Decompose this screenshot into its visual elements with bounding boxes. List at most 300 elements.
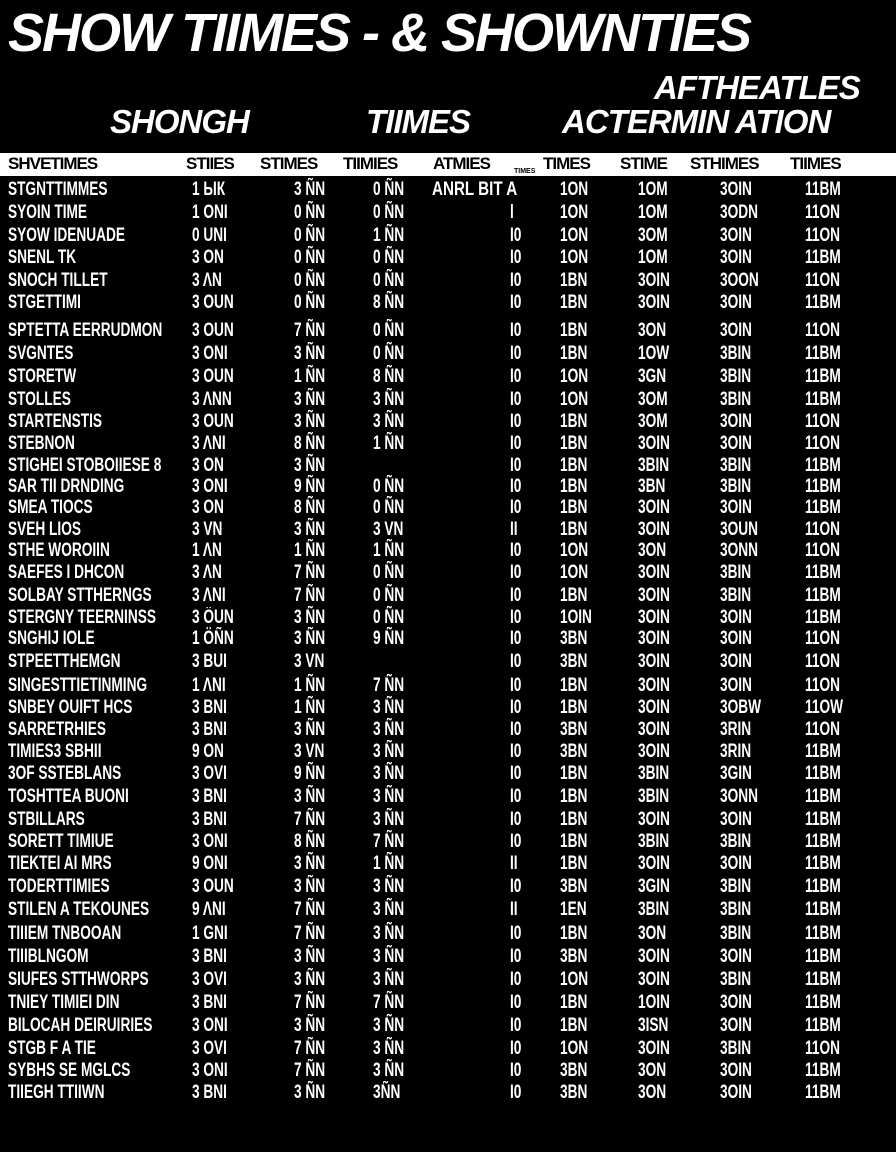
table-cell: I0	[510, 607, 522, 628]
table-cell: 7 ÑN	[373, 675, 405, 696]
table-cell: 3 BNI	[192, 1082, 227, 1103]
table-cell: 11BM	[805, 946, 841, 967]
table-cell: 3GIN	[638, 876, 670, 897]
mid-column-note: ANRL BIT A	[432, 179, 518, 200]
table-cell: 11BM	[805, 899, 841, 920]
table-cell: 11ON	[805, 433, 840, 454]
table-cell: 3 VN	[192, 519, 223, 540]
table-cell: 11ON	[805, 1038, 840, 1059]
table-cell: 3 ÑN	[294, 628, 326, 649]
table-cell: 1BN	[560, 853, 588, 874]
table-cell: 11BM	[805, 1082, 841, 1103]
table-cell: 3OIN	[720, 607, 752, 628]
table-cell: I0	[510, 1060, 522, 1081]
table-cell: 3 ÑN	[294, 946, 326, 967]
table-cell: 3 OUN	[192, 320, 234, 341]
table-cell: 1 ÑN	[373, 540, 405, 561]
table-cell: 3OIN	[720, 247, 752, 268]
table-cell: 1 ΛΝΙ	[192, 675, 226, 696]
table-cell: 11BM	[805, 809, 841, 830]
table-cell: 8 ÑN	[373, 366, 405, 387]
table-cell: 3ONN	[720, 540, 759, 561]
table-cell: I0	[510, 320, 522, 341]
row-label: TIEKTEI AI MRS	[8, 853, 112, 874]
table-cell: 3 BNI	[192, 786, 227, 807]
table-cell: 3BN	[560, 876, 588, 897]
table-cell: 1ON	[560, 1038, 589, 1059]
table-cell: 3OIN	[638, 497, 670, 518]
table-cell: 1ON	[560, 562, 589, 583]
table-cell: 11BM	[805, 969, 841, 990]
table-cell: 3 ÑN	[373, 719, 405, 740]
table-cell: 1ON	[560, 389, 589, 410]
table-cell: 11ON	[805, 320, 840, 341]
table-cell: 11BM	[805, 853, 841, 874]
table-cell: 3 VN	[294, 741, 325, 762]
table-cell: 3BIN	[638, 786, 670, 807]
table-cell: 3 ÑN	[294, 343, 326, 364]
table-cell: I0	[510, 923, 522, 944]
table-cell: 1BN	[560, 519, 588, 540]
table-cell: 3 OVI	[192, 763, 227, 784]
table-cell: I0	[510, 225, 522, 246]
table-cell: 3 ÑN	[373, 1015, 405, 1036]
table-cell: 11BM	[805, 607, 841, 628]
table-cell: 1BN	[560, 433, 588, 454]
table-cell: I0	[510, 1038, 522, 1059]
row-label: STERGNY TEERNINSS	[8, 607, 156, 628]
row-label: SYBHS SE MGLCS	[8, 1060, 131, 1081]
table-cell: 3 ONI	[192, 831, 228, 852]
table-cell: 0 ÑN	[294, 225, 326, 246]
table-cell: 11BM	[805, 876, 841, 897]
table-cell: 1 GNI	[192, 923, 228, 944]
table-cell: 11ON	[805, 675, 840, 696]
table-cell: I0	[510, 969, 522, 990]
table-cell: 3 ÑN	[373, 899, 405, 920]
row-label: SPTETTA EERRUDMON	[8, 320, 163, 341]
table-cell: 11BM	[805, 292, 841, 313]
table-cell: 3OIN	[720, 809, 752, 830]
table-cell: 9 ΛΝΙ	[192, 899, 226, 920]
table-cell: 3 ONI	[192, 1060, 228, 1081]
table-cell: 11BM	[805, 786, 841, 807]
table-cell: I0	[510, 809, 522, 830]
table-cell: 7 ÑN	[294, 1060, 326, 1081]
table-cell: 11BM	[805, 923, 841, 944]
table-cell: 3BN	[560, 946, 588, 967]
table-cell: 3OM	[638, 389, 668, 410]
table-cell: I0	[510, 946, 522, 967]
table-cell: 3BIN	[638, 763, 670, 784]
table-cell: 3BIN	[720, 455, 752, 476]
table-cell: 3BIN	[638, 455, 670, 476]
table-cell: 3OUN	[720, 519, 759, 540]
table-cell: 1ON	[560, 969, 589, 990]
table-cell: 3OIN	[638, 270, 670, 291]
table-cell: 11BM	[805, 455, 841, 476]
table-cell: I0	[510, 411, 522, 432]
table-cell: 3 ÑN	[294, 179, 326, 200]
table-cell: 1OW	[638, 343, 670, 364]
table-cell: 1BN	[560, 831, 588, 852]
table-cell: 3 ÑN	[373, 786, 405, 807]
table-cell: 3BIN	[720, 562, 752, 583]
table-cell: 1ON	[560, 179, 589, 200]
table-cell: 11BM	[805, 389, 841, 410]
table-cell: 3OON	[720, 270, 759, 291]
row-label: TNIEY TIMIEI DIN	[8, 992, 120, 1013]
table-cell: 3ÑN	[373, 1082, 401, 1103]
table-cell: 3 ÑN	[373, 741, 405, 762]
table-cell: 3OIN	[720, 675, 752, 696]
row-label: SINGESTTIETINMING	[8, 675, 148, 696]
table-cell: 3 ÑN	[373, 809, 405, 830]
table-cell: I0	[510, 476, 522, 497]
row-label: TIIIBLNGOM	[8, 946, 89, 967]
table-cell: 3BIN	[720, 899, 752, 920]
row-label: SIUFES STTHWORPS	[8, 969, 149, 990]
row-label: STHE WOROIIN	[8, 540, 110, 561]
table-cell: 3OIN	[638, 741, 670, 762]
table-cell: 3OIN	[638, 607, 670, 628]
row-label: SVGNTES	[8, 343, 74, 364]
table-cell: 3BIN	[638, 899, 670, 920]
table-cell: II	[510, 519, 518, 540]
table-cell: 3RIN	[720, 719, 752, 740]
subheading-right-line1: AFTHEATLES	[654, 69, 860, 106]
table-cell: 0 ÑN	[373, 202, 405, 223]
row-label: SVEH LIOS	[8, 519, 81, 540]
row-label: STGNTTIMMES	[8, 179, 108, 200]
table-cell: I0	[510, 697, 522, 718]
table-cell: 3 ÑN	[373, 923, 405, 944]
table-cell: 7 ÑN	[294, 1038, 326, 1059]
table-cell: 3BN	[560, 719, 588, 740]
table-cell: 3 ÑN	[373, 876, 405, 897]
table-cell: 11BM	[805, 179, 841, 200]
table-cell: 1OM	[638, 202, 668, 223]
table-cell: 1 ÑN	[294, 366, 326, 387]
table-cell: 1OM	[638, 247, 668, 268]
row-label: STPEETTHEMGN	[8, 651, 121, 672]
table-cell: 3 ÑN	[294, 1082, 326, 1103]
table-cell: 3 ÑN	[373, 411, 405, 432]
table-cell: 3OIN	[720, 628, 752, 649]
table-cell: 3OIN	[720, 433, 752, 454]
table-cell: 1BN	[560, 343, 588, 364]
table-cell: 3OM	[638, 411, 668, 432]
table-cell: 11ON	[805, 540, 840, 561]
table-cell: 9 ÑN	[294, 476, 326, 497]
row-label: STGETTIMI	[8, 292, 81, 313]
table-cell: 1BN	[560, 763, 588, 784]
column-header: ATMIES	[433, 154, 490, 173]
table-cell: 7 ÑN	[294, 809, 326, 830]
table-cell: 3 ÑN	[373, 697, 405, 718]
row-label: STEBNON	[8, 433, 75, 454]
table-cell: I0	[510, 247, 522, 268]
column-header: TIIMES	[790, 154, 841, 173]
table-cell: 0 ÑN	[373, 562, 405, 583]
row-label: STORETW	[8, 366, 77, 387]
table-cell: 7 ÑN	[294, 320, 326, 341]
table-cell: 3 ÑN	[294, 969, 326, 990]
table-cell: 3 ÑN	[294, 607, 326, 628]
table-cell: 11ON	[805, 651, 840, 672]
table-cell: 11BM	[805, 562, 841, 583]
table-cell: I0	[510, 389, 522, 410]
row-label: TODERTTIMIES	[8, 876, 110, 897]
table-cell: 3 VN	[294, 651, 325, 672]
table-cell: 3OIN	[720, 225, 752, 246]
table-cell: 3OIN	[638, 697, 670, 718]
table-cell: 11BM	[805, 831, 841, 852]
table-cell: 1 ÑN	[294, 675, 326, 696]
table-cell: 3OIN	[720, 497, 752, 518]
table-cell: I0	[510, 366, 522, 387]
table-cell: I0	[510, 1015, 522, 1036]
page-title: SHOW TIIMES - & SHOWNTIES	[8, 3, 750, 63]
table-cell: 11BM	[805, 366, 841, 387]
table-cell: I0	[510, 675, 522, 696]
table-cell: 3OIN	[720, 292, 752, 313]
table-cell: I0	[510, 292, 522, 313]
table-cell: 3BIN	[720, 476, 752, 497]
row-label: SNENL TK	[8, 247, 77, 268]
table-cell: 3OIN	[638, 628, 670, 649]
table-cell: 3 OUN	[192, 366, 234, 387]
table-cell: 1OIN	[638, 992, 670, 1013]
row-label: TOSHTTEA BUONI	[8, 786, 129, 807]
table-cell: I0	[510, 497, 522, 518]
table-cell: 1BN	[560, 476, 588, 497]
table-cell: II	[510, 853, 518, 874]
table-cell: 11BM	[805, 497, 841, 518]
column-header: TIMES	[543, 154, 590, 173]
table-cell: 3OIN	[638, 946, 670, 967]
table-cell: 3 ÑN	[294, 786, 326, 807]
table-cell: 3BIN	[720, 343, 752, 364]
table-cell: 1BN	[560, 923, 588, 944]
table-cell: 8 ÑN	[294, 433, 326, 454]
table-cell: 3 ON	[192, 497, 224, 518]
row-label: STIGHEI STOBOIIESE 8	[8, 455, 162, 476]
column-header: STHIMES	[690, 154, 759, 173]
table-cell: 3 ÑN	[373, 389, 405, 410]
table-cell: 11ON	[805, 270, 840, 291]
table-cell: 0 ÑN	[373, 343, 405, 364]
row-label: SARRETRHIES	[8, 719, 107, 740]
row-label: BILOCAH DEIRUIRIES	[8, 1015, 153, 1036]
table-cell: 3 ΛΝ	[192, 270, 222, 291]
table-cell: I0	[510, 741, 522, 762]
table-cell: 0 ÑN	[373, 585, 405, 606]
table-cell: 3BIN	[720, 585, 752, 606]
table-cell: I0	[510, 540, 522, 561]
table-cell: 0 ÑN	[373, 247, 405, 268]
table-cell: 3 ON	[192, 455, 224, 476]
table-cell: 3BN	[638, 476, 666, 497]
row-label: 3OF SSTEBLANS	[8, 763, 122, 784]
table-cell: 3OIN	[638, 292, 670, 313]
table-cell: 9 ON	[192, 741, 224, 762]
row-label: SAR TII DRNDING	[8, 476, 125, 497]
table-cell: 11OW	[805, 697, 844, 718]
row-label: TIIEGH TTIIWN	[8, 1082, 105, 1103]
subheading-right-line2: ACTERMIN ATION	[562, 103, 831, 140]
table-cell: 11ON	[805, 411, 840, 432]
table-cell: 3GIN	[720, 763, 752, 784]
table-cell: 3OIN	[638, 1038, 670, 1059]
table-cell: 3 BNI	[192, 719, 227, 740]
table-cell: 3BIN	[720, 831, 752, 852]
table-cell: 1ON	[560, 202, 589, 223]
table-cell: 3OIN	[638, 562, 670, 583]
table-cell: 9 ÑN	[373, 628, 405, 649]
column-header: STIME	[620, 154, 667, 173]
table-cell: 3 ÑN	[294, 876, 326, 897]
table-cell: 0 ÑN	[373, 497, 405, 518]
table-cell: 3 OVI	[192, 969, 227, 990]
table-cell: 0 ÑN	[373, 476, 405, 497]
table-cell: 1ON	[560, 225, 589, 246]
table-cell: 1BN	[560, 786, 588, 807]
table-cell: 3BIN	[720, 366, 752, 387]
table-cell: 3 ΛΝΙ	[192, 585, 226, 606]
table-cell: 7 ÑN	[294, 562, 326, 583]
table-cell: I0	[510, 876, 522, 897]
table-cell: 3BN	[560, 1082, 588, 1103]
table-cell: 3OIN	[638, 969, 670, 990]
table-cell: 1BN	[560, 497, 588, 518]
table-cell: 3BN	[560, 651, 588, 672]
table-cell: 7 ÑN	[294, 899, 326, 920]
row-label: SMEA TIOCS	[8, 497, 93, 518]
table-cell: 3 ON	[192, 247, 224, 268]
table-cell: I0	[510, 719, 522, 740]
table-cell: 3OIN	[638, 719, 670, 740]
table-cell: 11BM	[805, 585, 841, 606]
table-cell: I0	[510, 992, 522, 1013]
table-cell: I0	[510, 343, 522, 364]
row-label: SNGHIJ IOLE	[8, 628, 95, 649]
table-cell: 0 UNI	[192, 225, 227, 246]
table-cell: 3OM	[638, 225, 668, 246]
column-header: STIIES	[186, 154, 234, 173]
table-cell: 3OIN	[638, 853, 670, 874]
table-cell: 3 ΛΝΙ	[192, 433, 226, 454]
row-label: TIIIEM TNBOOAN	[8, 923, 122, 944]
table-cell: 7 ÑN	[294, 585, 326, 606]
table-cell: 3 ÖUN	[192, 607, 234, 628]
row-label: SOLBAY STTHERNGS	[8, 585, 152, 606]
table-cell: 3ONN	[720, 786, 759, 807]
table-cell: 1 ΛΝ	[192, 540, 222, 561]
table-cell: 3BIN	[638, 831, 670, 852]
table-cell: 11ON	[805, 202, 840, 223]
table-cell: I0	[510, 270, 522, 291]
table-cell: 3 BNI	[192, 992, 227, 1013]
table-cell: 3 BNI	[192, 697, 227, 718]
table-cell: 7 ÑN	[373, 831, 405, 852]
table-cell: 3 ÑN	[294, 455, 326, 476]
table-cell: 9 ONI	[192, 853, 228, 874]
table-cell: 3 ONI	[192, 1015, 228, 1036]
table-cell: 3OIN	[638, 585, 670, 606]
table-cell: I0	[510, 455, 522, 476]
table-cell: 3 ÑN	[373, 1038, 405, 1059]
table-cell: 1 ÑN	[373, 225, 405, 246]
table-cell: 3 BUI	[192, 651, 227, 672]
table-cell: 11ON	[805, 628, 840, 649]
table-cell: 3OIN	[720, 1015, 752, 1036]
table-cell: 3OIN	[720, 946, 752, 967]
table-cell: 0 ÑN	[373, 179, 405, 200]
table-cell: 11ON	[805, 719, 840, 740]
table-cell: 1BN	[560, 697, 588, 718]
table-cell: 3 ONI	[192, 476, 228, 497]
table-cell: 7 ÑN	[294, 923, 326, 944]
table-cell: 3OIN	[638, 519, 670, 540]
row-label: STGB F A TIE	[8, 1038, 96, 1059]
table-cell: 8 ÑN	[294, 497, 326, 518]
table-cell: 1OIN	[560, 607, 592, 628]
table-cell: 0 ÑN	[294, 270, 326, 291]
table-cell: 3 ÑN	[294, 519, 326, 540]
table-cell: 3BIN	[720, 923, 752, 944]
table-cell: 1BN	[560, 585, 588, 606]
table-cell: 3BIN	[720, 969, 752, 990]
table-cell: 1ON	[560, 540, 589, 561]
table-cell: I0	[510, 628, 522, 649]
table-cell: 1BN	[560, 411, 588, 432]
table-cell: 3RIN	[720, 741, 752, 762]
table-cell: 3 ÑN	[294, 1015, 326, 1036]
table-cell: 9 ÑN	[294, 763, 326, 784]
table-cell: 3OIN	[720, 1082, 752, 1103]
table-cell: 8 ÑN	[294, 831, 326, 852]
row-label: SYOIN TIME	[8, 202, 88, 223]
table-cell: 7 ÑN	[373, 992, 405, 1013]
column-header-small: TIMES	[514, 168, 536, 175]
table-cell: 3OIN	[720, 411, 752, 432]
table-cell: 0 ÑN	[373, 270, 405, 291]
table-cell: 1 ЫК	[192, 179, 226, 200]
table-cell: 3OIN	[720, 651, 752, 672]
table-cell: 11BM	[805, 763, 841, 784]
table-cell: 3OIN	[638, 675, 670, 696]
table-cell: 3 ΛΝΝ	[192, 389, 232, 410]
table-cell: 3 ÑN	[294, 411, 326, 432]
table-cell: 7 ÑN	[294, 992, 326, 1013]
table-cell: 1BN	[560, 1015, 588, 1036]
table-cell: I0	[510, 1082, 522, 1103]
table-cell: 3OIN	[638, 433, 670, 454]
table-cell: 1BN	[560, 992, 588, 1013]
table-cell: 11ON	[805, 519, 840, 540]
table-cell: 3 ÑN	[294, 853, 326, 874]
table-cell: 1ON	[560, 366, 589, 387]
table-cell: 1ON	[560, 247, 589, 268]
table-cell: 1BN	[560, 675, 588, 696]
table-cell: 3OIN	[638, 651, 670, 672]
table-cell: 1BN	[560, 292, 588, 313]
column-header: SHVETIMES	[8, 154, 98, 173]
table-cell: 3 BNI	[192, 809, 227, 830]
table-cell: 11ON	[805, 225, 840, 246]
table-cell: 3OIN	[638, 809, 670, 830]
